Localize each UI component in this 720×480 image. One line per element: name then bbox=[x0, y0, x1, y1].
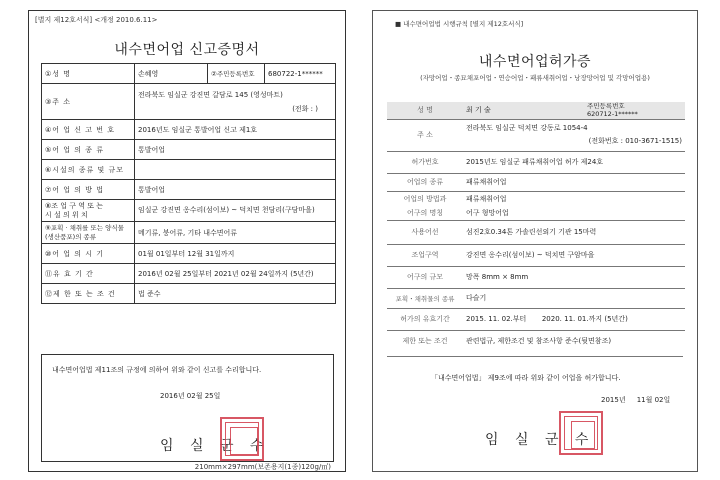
name-label: 성 명 bbox=[417, 106, 433, 115]
certificate-table bbox=[41, 63, 336, 304]
method-value: 통발어업 bbox=[135, 180, 336, 200]
name-label: ①성 명 bbox=[42, 64, 135, 84]
conditions-value: 법 준수 bbox=[135, 284, 336, 304]
zone-label: ⑧조 업 구 역 또 는 시 설 의 위 치 bbox=[42, 200, 135, 222]
facility-label: ⑥시설의 종류 및 규모 bbox=[42, 160, 135, 180]
gear-name-label: 어구의 명칭 bbox=[406, 208, 444, 217]
vessel-label: 사용어선 bbox=[387, 220, 463, 244]
resident-value: 680722-1****** bbox=[265, 64, 336, 84]
form-header: ■ 내수면어업법 시행규칙 [별지 제12호서식] bbox=[395, 20, 524, 28]
official-seal-stamp bbox=[559, 411, 603, 455]
method-label: 어업의 방법과 bbox=[387, 191, 463, 206]
conditions-label: 제한 또는 조건 bbox=[387, 330, 463, 352]
permit-table bbox=[387, 102, 685, 352]
fishery-type-label: ⑤어 업 의 종 류 bbox=[42, 140, 135, 160]
facility-value bbox=[135, 160, 336, 180]
report-certificate-document bbox=[28, 10, 346, 472]
method-label: ⑦어 업 의 방 법 bbox=[42, 180, 135, 200]
permit-number-value: 2015년도 임실군 패류채취어업 허가 제24호 bbox=[463, 151, 685, 173]
catch-label: 포획・채취물의 종류 bbox=[387, 288, 463, 308]
zone-value: 강진면 옹수리(섬이보) ~ 덕치면 구암마을 bbox=[463, 244, 685, 266]
address-label: 주 소 bbox=[387, 119, 463, 151]
validity-value: 2015. 11. 02.부터 2020. 11. 01.까지 (5년간) bbox=[463, 308, 685, 330]
gear-size-label: 어구의 규모 bbox=[387, 266, 463, 288]
zone-label: 조업구역 bbox=[387, 244, 463, 266]
permit-certificate-document bbox=[372, 10, 698, 472]
method-value: 패류채취어업 bbox=[463, 191, 685, 206]
period-label: ⑩어 업 의 시 기 bbox=[42, 244, 135, 264]
report-number-label: ④어 업 신 고 번 호 bbox=[42, 120, 135, 140]
phone-value: (전화 : ) bbox=[292, 104, 318, 113]
report-number-value: 2016년도 임실군 통발어업 신고 제1호 bbox=[135, 120, 336, 140]
gear-name-value: 어구 형망어업 bbox=[466, 208, 509, 217]
name-value: 최 기 술 bbox=[466, 106, 491, 115]
address-label: ③주 소 bbox=[42, 84, 135, 120]
resident-value: 620712-1****** bbox=[587, 110, 638, 119]
issuing-office: 임 실 군 수 bbox=[160, 438, 270, 454]
name-value: 손혜영 bbox=[135, 64, 208, 84]
permit-number-label: 허가번호 bbox=[387, 151, 463, 173]
issue-date: 2015년 11월 02일 bbox=[601, 396, 671, 404]
fishery-type-label: 어업의 종류 bbox=[387, 173, 463, 191]
conditions-value: 관련법규, 제한조건 및 참조사항 준수(뒷면참조) bbox=[463, 330, 685, 352]
statement-text: 「내수면어업법」 제9조에 따라 위와 같이 어업을 허가합니다. bbox=[431, 374, 621, 382]
official-seal-stamp bbox=[220, 417, 264, 461]
fishery-type-value: 패류채취어업 bbox=[463, 173, 685, 191]
paper-spec-footer: 210mm×297mm(보존용지(1종)120g/㎡) bbox=[194, 463, 331, 471]
issue-date: 2016년 02월 25일 bbox=[160, 392, 221, 400]
fishery-type-value: 통발어업 bbox=[135, 140, 336, 160]
statement-text: 내수면어업법 제11조의 규정에 의하여 위와 같이 신고를 수리합니다. bbox=[52, 366, 262, 374]
document-title: 내수면어업 신고증명서 bbox=[114, 42, 260, 58]
resident-label: ②주민등록번호 bbox=[208, 64, 265, 84]
validity-label: ⑪유 효 기 간 bbox=[42, 264, 135, 284]
gear-size-value: 망폭 8mm × 8mm bbox=[463, 266, 685, 288]
period-value: 01월 01일부터 12월 31일까지 bbox=[135, 244, 336, 264]
fishery-kinds-note: (자망어업・종묘채포어업・연승어업・패류새취어업・낭장망어업 및 각망어업용) bbox=[420, 74, 650, 82]
catch-value: 다슬기 bbox=[463, 288, 685, 308]
resident-label: 주민등록번호 bbox=[587, 102, 625, 111]
catch-value: 메기류, 붕어류, 기타 내수면어류 bbox=[135, 222, 336, 244]
zone-value: 임실군 강진면 옹수리(섬이보) ~ 덕치면 천담리(구담마을) bbox=[135, 200, 336, 222]
conditions-label: ⑫제 한 또 는 조 건 bbox=[42, 284, 135, 304]
statement-box bbox=[41, 354, 334, 462]
address-value: 전라북도 임실군 덕치면 강동로 1054-4 bbox=[466, 124, 588, 132]
form-header: [별지 제12호서식] <개정 2010.6.11> bbox=[35, 16, 158, 24]
validity-label: 허가의 유효기간 bbox=[387, 308, 463, 330]
phone-value: (전화번호 : 010-3671-1515) bbox=[588, 137, 682, 145]
address-value: 전라북도 임실군 강진면 갈담로 145 (영성마트) bbox=[138, 90, 283, 99]
validity-value: 2016년 02월 25일부터 2021년 02월 24일까지 (5년간) bbox=[135, 264, 336, 284]
catch-label: ⑨포획 · 채취를 또는 양식물(생산품포)의 종류 bbox=[42, 222, 135, 244]
issuing-office: 임 실 군 수 bbox=[485, 432, 595, 448]
vessel-value: 섬진2호0.34톤 가솔린선외기 기관 15마력 bbox=[463, 220, 685, 244]
document-title: 내수면어업허가증 bbox=[478, 54, 592, 70]
